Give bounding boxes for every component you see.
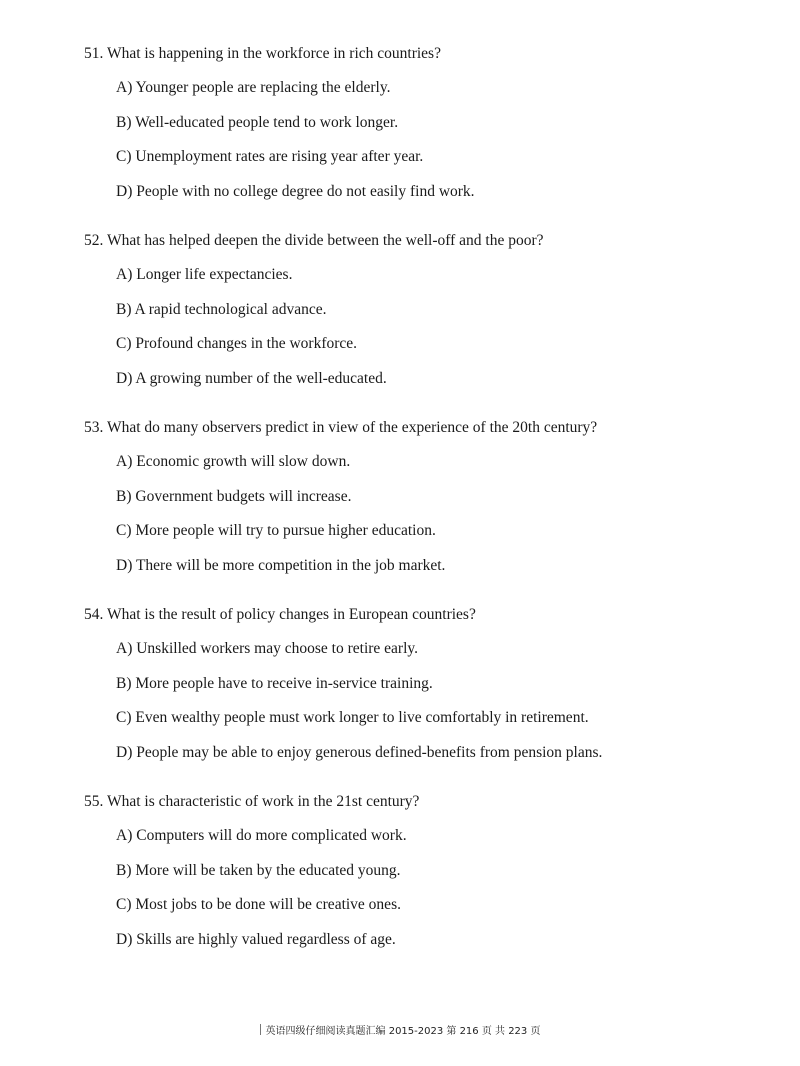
option-a: A) Economic growth will slow down. [116,453,351,471]
option-b: B) More people have to receive in-service training. [116,674,433,692]
question-53 [84,418,784,576]
footer-divider [260,1024,261,1035]
option-d: D) People may be able to enjoy generous defined-benefits from pension plans. [116,743,603,761]
option-d: D) There will be more competition in the job market. [116,556,446,574]
question-stem: 52. What has helped deepen the divide between the well-off and the poor? [84,232,544,249]
option-c: C) Profound changes in the workforce. [116,335,358,353]
question-54 [84,605,784,763]
question-55 [84,792,784,950]
option-d: D) People with no college degree do not easily find work. [116,182,475,200]
option-c: C) Most jobs to be done will be creative ones. [116,896,401,914]
option-c: C) Unemployment rates are rising year after year. [116,148,424,166]
question-stem: 51. What is happening in the workforce in rich countries? [84,45,441,62]
option-a: A) Unskilled workers may choose to retire early. [116,640,419,658]
question-stem: 53. What do many observers predict in view of the experience of the 20th century? [84,419,598,436]
page-footer [0,1024,800,1039]
option-a: A) Longer life expectancies. [116,266,293,284]
option-a: A) Younger people are replacing the elderly. [116,79,391,97]
footer-text: 英语四级仔细阅读真题汇编 2015-2023 第 216 页 共 223 页 [265,1026,541,1037]
option-c: C) Even wealthy people must work longer to live comfortably in retirement. [116,709,589,727]
option-c: C) More people will try to pursue higher education. [116,522,436,540]
option-d: D) Skills are highly valued regardless of age. [116,930,396,948]
option-b: B) Well-educated people tend to work longer. [116,113,399,131]
option-d: D) A growing number of the well-educated. [116,369,387,387]
option-b: B) More will be taken by the educated young. [116,861,401,879]
option-b: B) Government budgets will increase. [116,487,352,505]
option-a: A) Computers will do more complicated work. [116,827,407,845]
option-b: B) A rapid technological advance. [116,300,327,318]
question-52 [84,231,784,389]
question-51 [84,44,784,202]
question-stem: 54. What is the result of policy changes in European countries? [84,606,476,623]
question-stem: 55. What is characteristic of work in the 21st century? [84,793,420,810]
